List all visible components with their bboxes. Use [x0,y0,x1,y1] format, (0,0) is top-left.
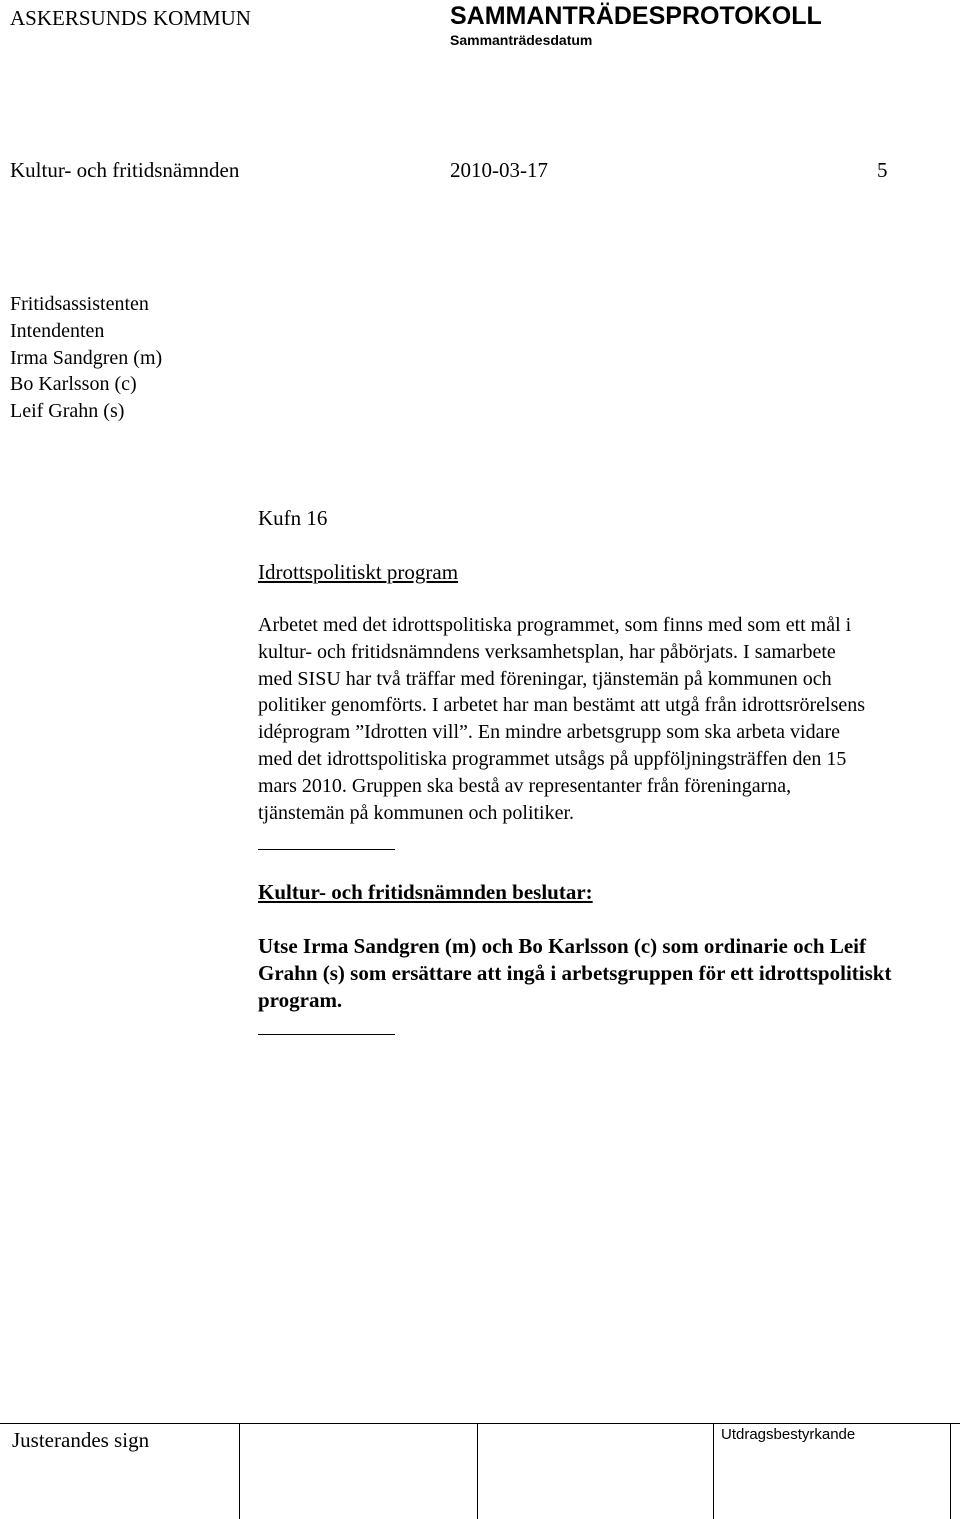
body-line: Arbetet med det idrottspolitiska programmet, som finns med som ett mål i [258,614,852,636]
recipient-item: Fritidsassistenten [10,293,149,315]
committee-name: Kultur- och fritidsnämnden [10,158,240,182]
decision-divider [258,1034,395,1035]
body-line: tjänstemän på kommunen och politiker. [258,801,575,824]
decision-text [258,933,891,1014]
meeting-date: 2010-03-17 [450,158,548,182]
document-subtitle: Sammanträdesdatum [450,32,593,48]
extract-certification-label: Utdragsbestyrkande [721,1426,856,1443]
signature-label: Justerandes sign [12,1428,150,1452]
page-number: 5 [877,158,888,182]
body-line: idéprogram ”Idrotten vill”. En mindre arbetsgrupp som ska arbeta vidare [258,721,841,744]
decision-line: program. [258,988,343,1012]
recipient-list [10,291,162,425]
body-line: med det idrottspolitiska programmet utsågs på uppföljningsträffen den 15 [258,747,847,770]
body-line: politiker genomförts. I arbetet har man bestämt att utgå från idrottsrörelsens [258,694,866,717]
footer-cell-divider [477,1424,478,1519]
body-line: kultur- och fritidsnämndens verksamhetsplan, har påbörjats. I samarbete [258,640,836,663]
section-body [258,612,960,826]
recipient-item: Bo Karlsson (c) [10,373,137,396]
document-title: SAMMANTRÄDESPROTOKOLL [450,2,822,30]
body-line: mars 2010. Gruppen ska bestå av representanter från föreningarna, [258,774,792,797]
recipient-item: Irma Sandgren (m) [10,346,163,369]
decision-line: Grahn (s) som ersättare att ingå i arbetsgruppen för ett idrottspolitiskt [258,961,892,985]
decision-line: Utse Irma Sandgren (m) och Bo Karlsson (c) som ordinarie och Leif [258,934,866,958]
recipient-item: Intendenten [10,319,105,342]
decision-heading: Kultur- och fritidsnämnden beslutar: [258,880,593,904]
footer-cell-divider [713,1424,714,1519]
footer-cell-divider [950,1424,951,1519]
paragraph-number: Kufn 16 [258,506,328,530]
section-divider [258,849,395,850]
footer-cell-divider [239,1424,240,1519]
recipient-item: Leif Grahn (s) [10,400,125,422]
body-line: med SISU har två träffar med föreningar, tjänstemän på kommunen och [258,667,832,690]
section-title: Idrottspolitiskt program [258,560,459,584]
organization-name: ASKERSUNDS KOMMUN [10,6,251,30]
